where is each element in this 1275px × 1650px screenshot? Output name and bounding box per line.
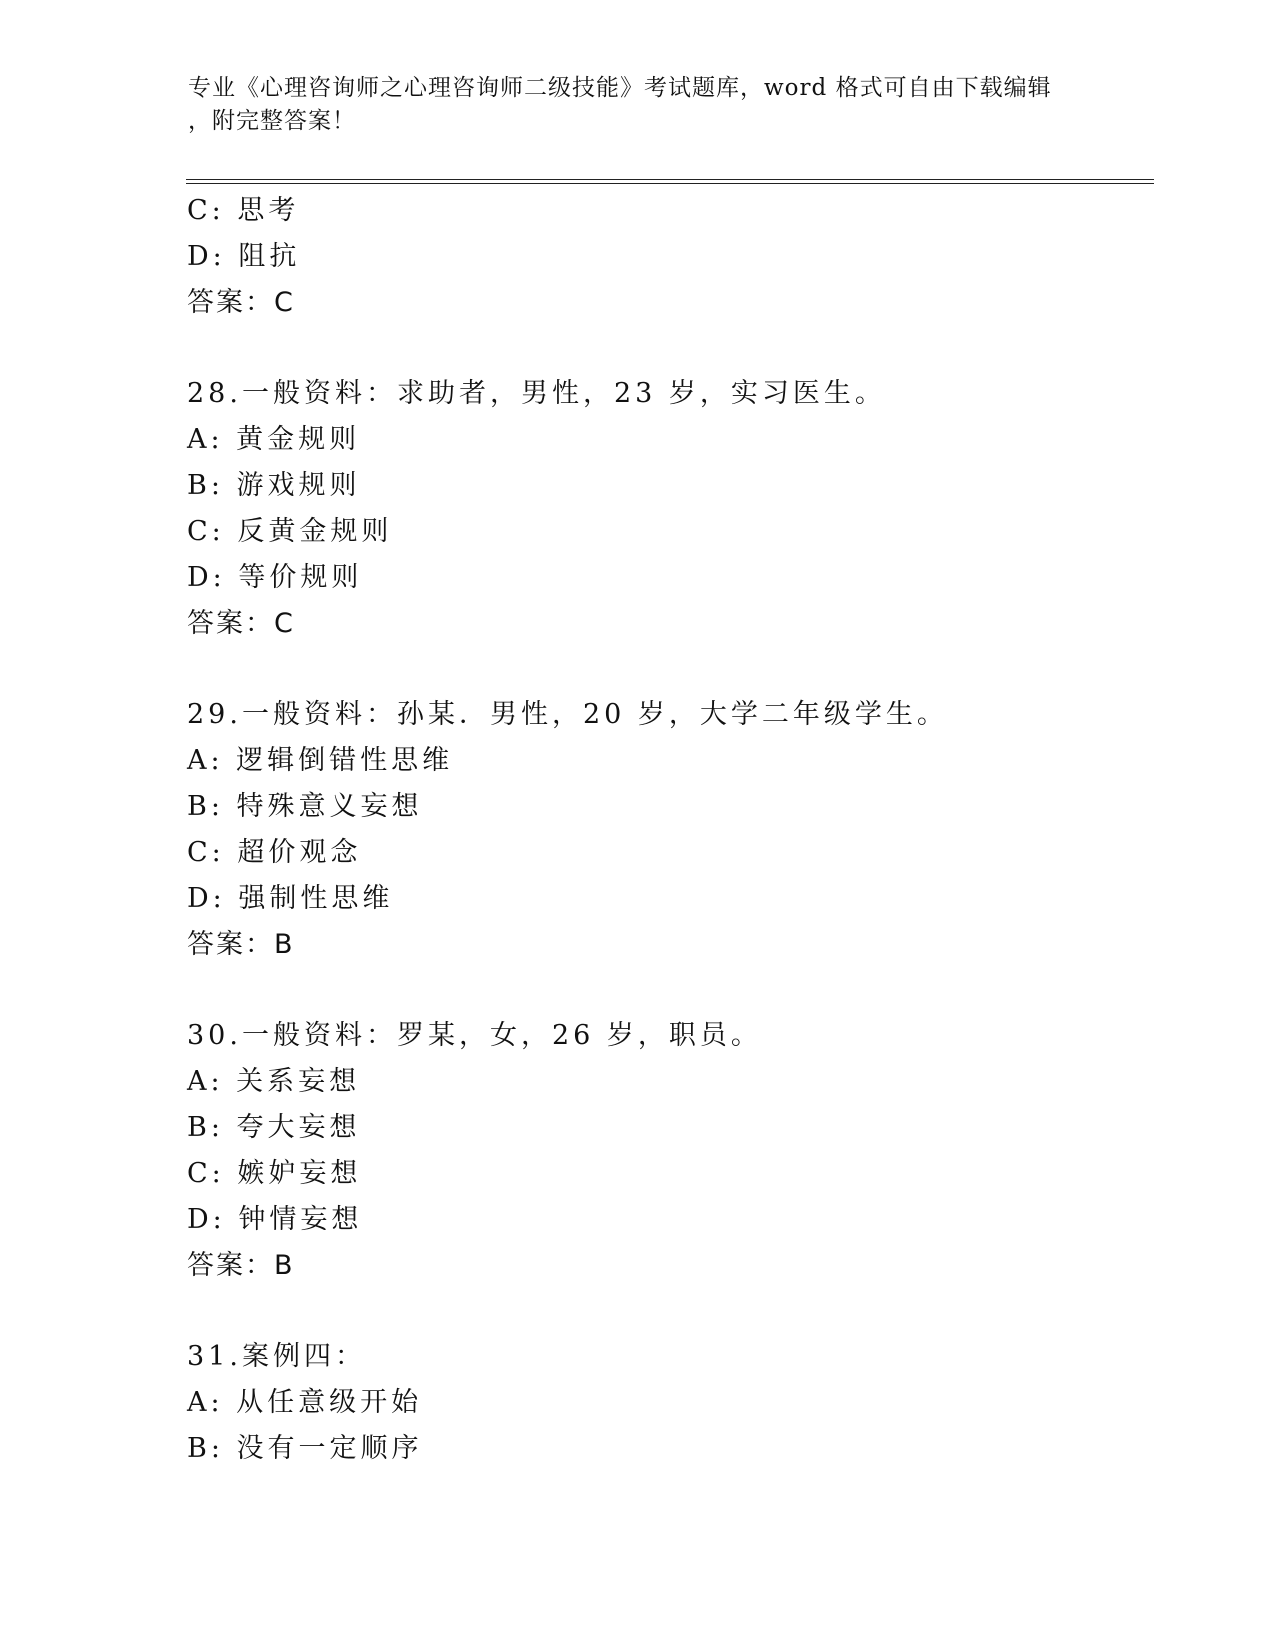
question-stem: 29.一般资料：孙某．男性，20 岁，大学二年级学生。: [187, 699, 948, 730]
question-list: [187, 188, 1147, 1472]
option-a: A: 黄金规则: [187, 424, 361, 455]
header-line-2: ，附完整答案！: [188, 108, 356, 134]
option-a: A: 从任意级开始: [187, 1387, 423, 1418]
answer: 答案：B: [187, 929, 295, 960]
answer: 答案：C: [187, 287, 295, 318]
option-d: D: 阻抗: [187, 241, 301, 272]
question-stem: 31.案例四：: [187, 1341, 366, 1372]
answer: 答案：C: [187, 608, 295, 639]
option-d: D: 强制性思维: [187, 883, 394, 914]
option-a: A: 关系妄想: [187, 1066, 361, 1097]
option-c: C: 反黄金规则: [187, 516, 393, 547]
option-b: B: 游戏规则: [187, 470, 361, 501]
option-b: B: 特殊意义妄想: [187, 791, 423, 822]
option-c: C: 嫉妒妄想: [187, 1158, 362, 1189]
header-line-1: 专业《心理咨询师之心理咨询师二级技能》考试题库，word 格式可自由下载编辑: [188, 75, 1052, 101]
option-c: C: 思考: [187, 195, 300, 226]
option-c: C: 超价观念: [187, 837, 362, 868]
option-d: D: 等价规则: [187, 562, 363, 593]
answer: 答案：B: [187, 1250, 295, 1281]
question-stem: 28.一般资料：求助者，男性，23 岁，实习医生。: [187, 378, 886, 409]
option-b: B: 夸大妄想: [187, 1112, 361, 1143]
header-rule-top: [186, 179, 1154, 180]
header-rule-bottom: [186, 183, 1154, 184]
option-a: A: 逻辑倒错性思维: [187, 745, 454, 776]
question-stem: 30.一般资料：罗某，女，26 岁，职员。: [187, 1020, 762, 1051]
option-d: D: 钟情妄想: [187, 1204, 363, 1235]
option-b: B: 没有一定顺序: [187, 1433, 423, 1464]
document-header: [188, 72, 1088, 138]
